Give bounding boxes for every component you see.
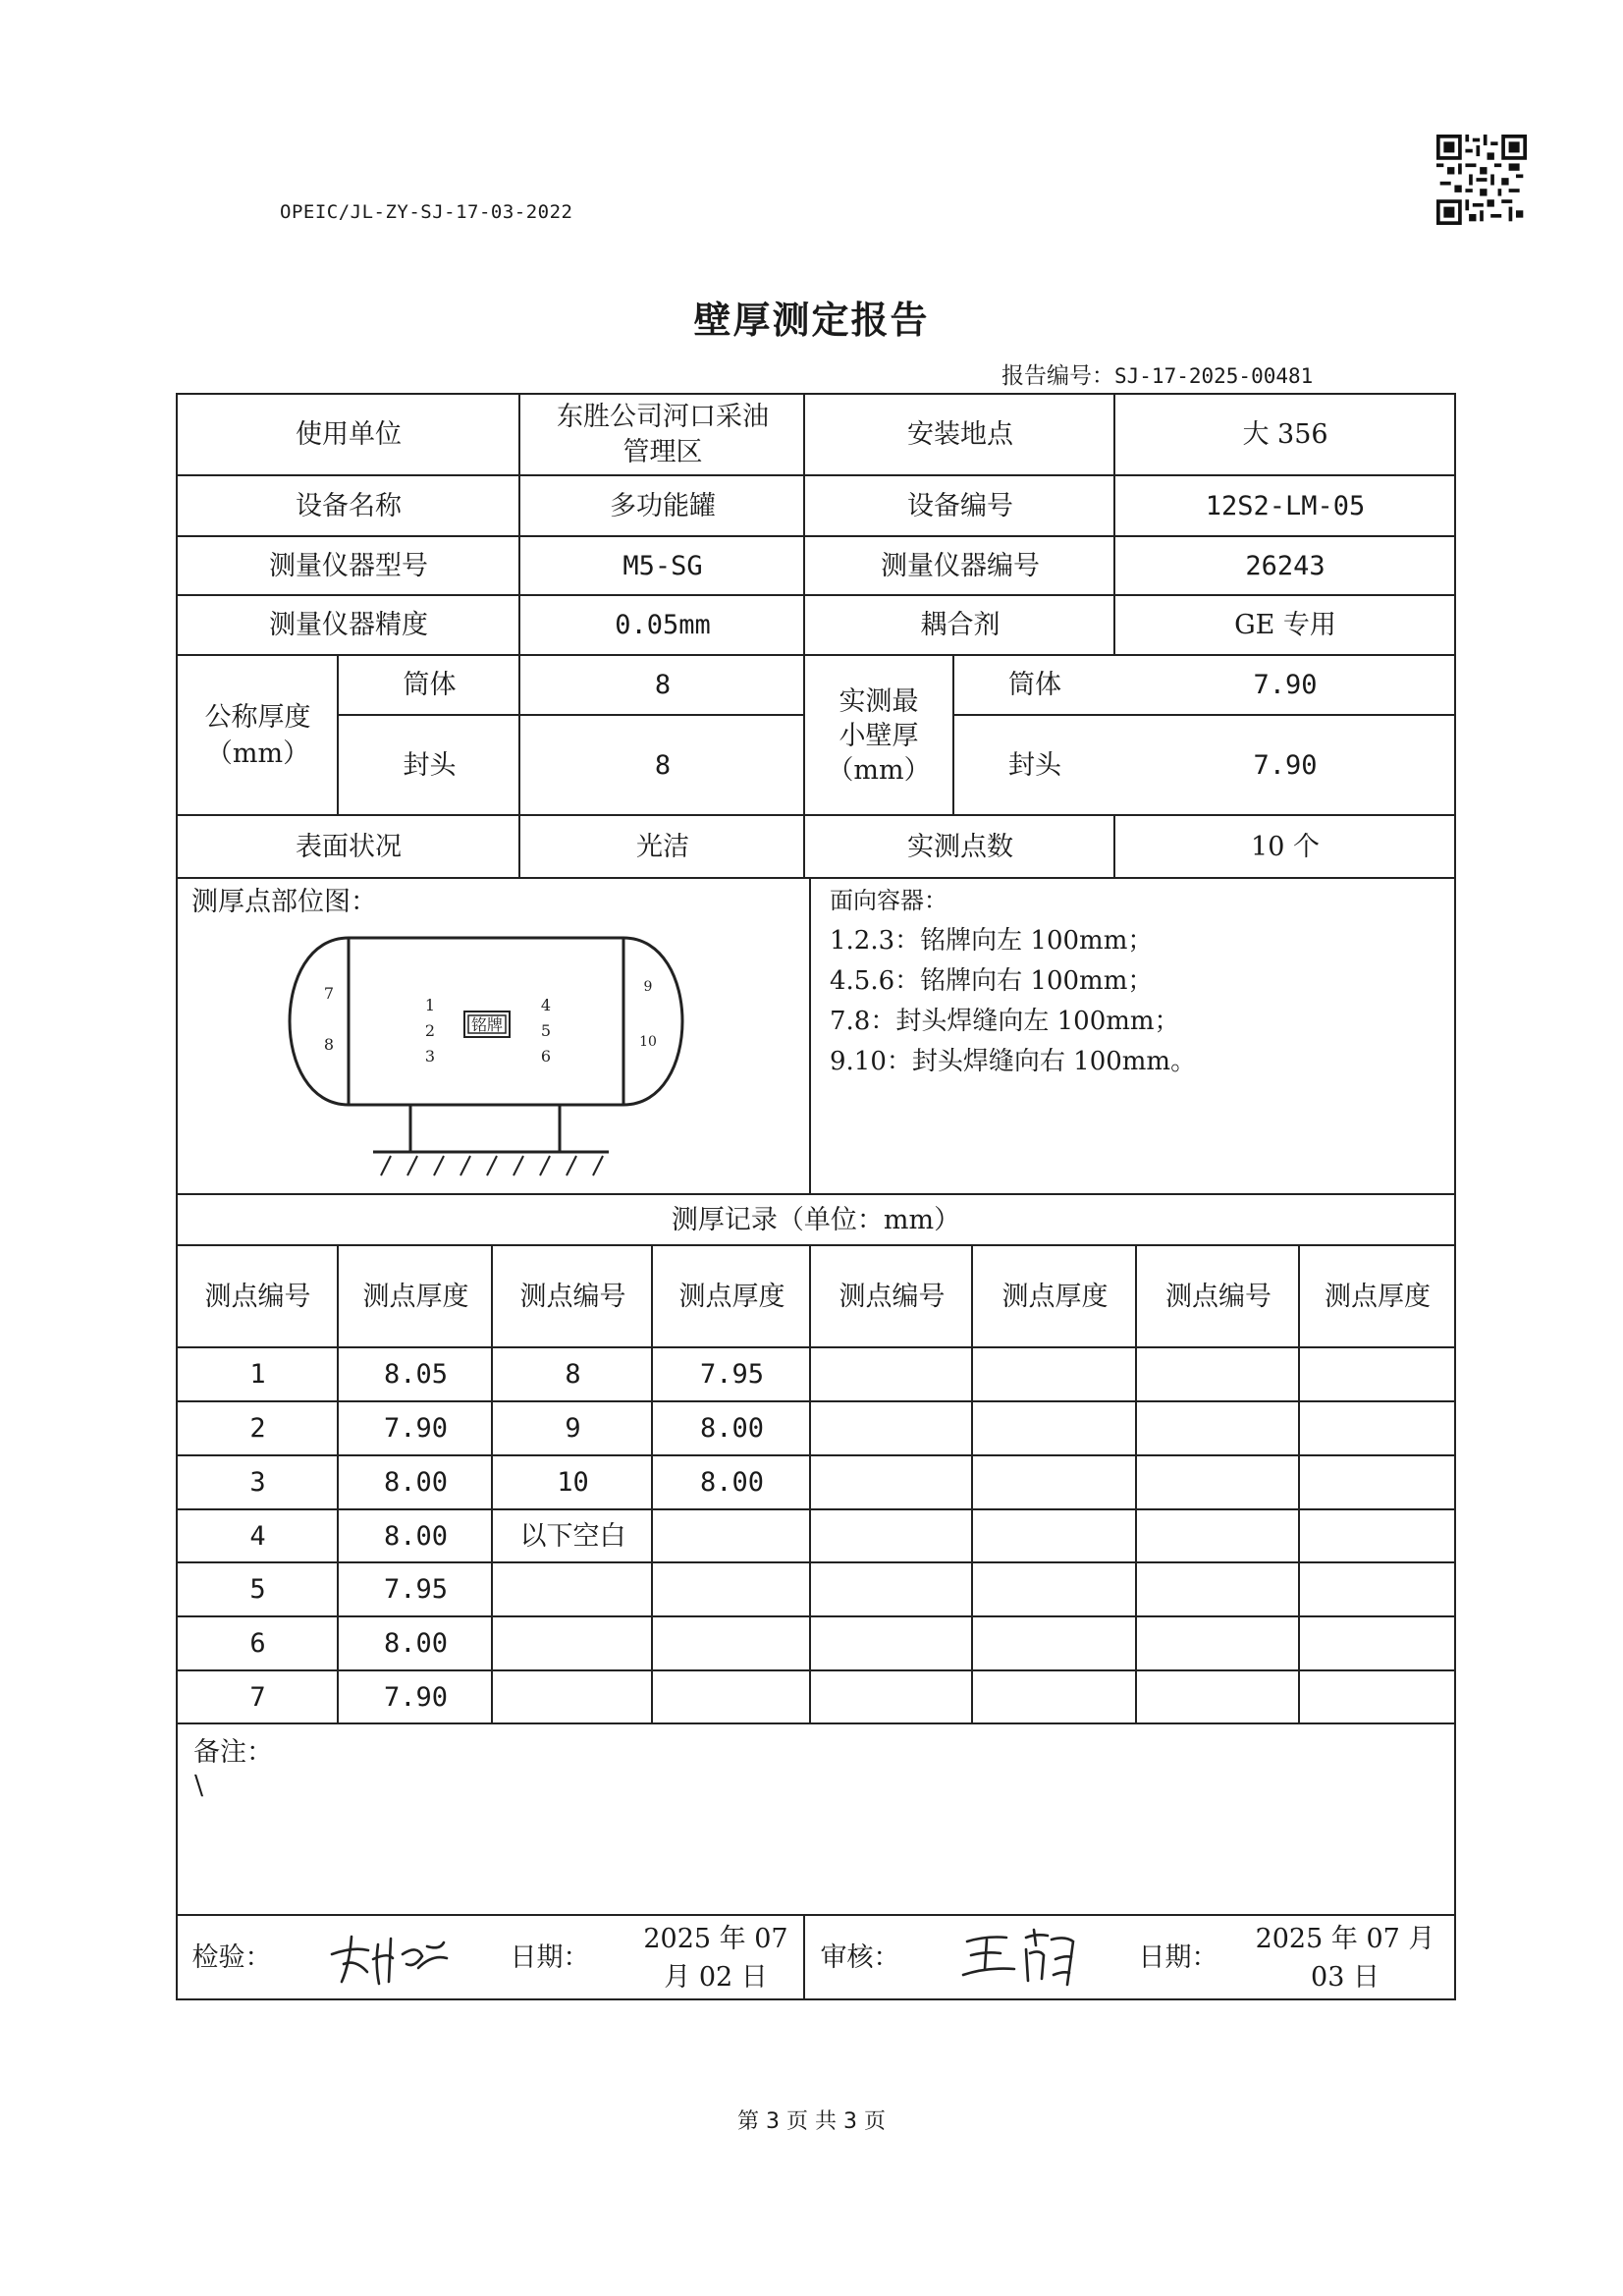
record-cell: 7.90: [383, 1682, 449, 1714]
record-cell: [1301, 1511, 1454, 1563]
nominal-thickness-label-line-2: （mm）: [205, 738, 310, 769]
record-cell: 2: [249, 1413, 266, 1445]
measured-head-label: 封头: [1008, 749, 1061, 781]
record-cell: [974, 1511, 1136, 1563]
measured-min-label-line-1: 实测最: [839, 685, 919, 717]
record-cell: 以下空白: [519, 1521, 626, 1553]
measured-shell-value: 7.90: [1253, 670, 1318, 701]
record-cell: [1301, 1672, 1454, 1724]
inspect-date-line-2: 月 02 日: [664, 1962, 768, 1993]
diagram-label: 测厚点部位图：: [191, 887, 377, 917]
inspector-label: 检验：: [191, 1941, 272, 1973]
review-date-label: 日期：: [1138, 1941, 1218, 1973]
nominal-head-value: 8: [654, 749, 672, 781]
equipment-name-value: 多功能罐: [610, 490, 716, 521]
record-cell: 8.00: [383, 1628, 449, 1660]
record-header-thickness-4: 测点厚度: [1325, 1281, 1431, 1312]
record-cell: [1301, 1403, 1454, 1455]
record-cell: 7.90: [383, 1413, 449, 1445]
report-number: [1001, 357, 1313, 390]
location-value: 大 356: [1242, 418, 1328, 450]
record-cell: [1138, 1349, 1299, 1401]
nominal-head-label: 封头: [403, 749, 457, 781]
couplant-value: GE 专用: [1234, 610, 1336, 641]
record-cell: 8: [565, 1359, 581, 1391]
point-6: 6: [540, 1047, 552, 1066]
record-cell: 7.95: [699, 1359, 765, 1391]
vessel-diagram: [275, 928, 697, 1183]
remarks-label: 备注：: [193, 1737, 273, 1768]
record-cell: [1138, 1403, 1299, 1455]
report-title: 壁厚测定报告: [693, 299, 930, 342]
precision-value: 0.05mm: [615, 610, 711, 641]
record-cell: [1138, 1672, 1299, 1724]
record-cell: [1138, 1618, 1299, 1670]
point-5: 5: [540, 1021, 552, 1040]
record-header-thickness-1: 测点厚度: [362, 1281, 469, 1312]
record-cell: [812, 1564, 972, 1616]
points-count-label: 实测点数: [907, 831, 1013, 862]
record-cell: [974, 1457, 1136, 1509]
record-cell: [654, 1672, 810, 1724]
measured-min-label: [806, 657, 951, 815]
inspect-date-label: 日期：: [510, 1941, 590, 1973]
record-cell: [974, 1349, 1136, 1401]
review-date-line-2: 03 日: [1311, 1962, 1380, 1993]
notes-line-1: 1.2.3：铭牌向左 100mm；: [830, 926, 1154, 956]
record-cell: [1301, 1457, 1454, 1509]
record-cell: [1138, 1457, 1299, 1509]
surface-label: 表面状况: [296, 831, 402, 862]
nameplate-label: 铭牌: [470, 1015, 504, 1034]
instrument-no-value: 26243: [1245, 550, 1325, 581]
inspect-date-value: [628, 1917, 803, 1999]
points-count-value: 10 个: [1251, 831, 1320, 862]
record-header-thickness-2: 测点厚度: [678, 1281, 785, 1312]
reviewer-signature-icon: [957, 1920, 1095, 1998]
record-cell: 8.00: [699, 1467, 765, 1499]
point-10: 10: [639, 1034, 657, 1050]
measured-min-label-line-2: 小壁厚: [839, 720, 919, 751]
record-cell: [812, 1349, 972, 1401]
record-cell: [654, 1618, 810, 1670]
remarks-value: \: [194, 1771, 204, 1801]
record-header-point-2: 测点编号: [519, 1281, 626, 1312]
nominal-shell-label: 筒体: [403, 670, 457, 701]
record-cell: [812, 1511, 972, 1563]
record-cell: [1301, 1564, 1454, 1616]
record-header-point-3: 测点编号: [839, 1281, 946, 1312]
point-8: 8: [323, 1035, 335, 1054]
reviewer-label: 审核：: [820, 1941, 900, 1973]
report-number-label: 报告编号：: [1001, 363, 1114, 389]
record-cell: 9: [565, 1413, 581, 1445]
record-cell: 7: [249, 1682, 266, 1714]
measurement-notes: [830, 881, 1196, 1082]
notes-line-2: 4.5.6：铭牌向右 100mm；: [830, 966, 1154, 996]
record-cell: 5: [249, 1574, 266, 1606]
review-date-value: [1237, 1917, 1453, 1999]
instrument-model-value: M5-SG: [622, 550, 703, 581]
notes-line-4: 9.10：封头焊缝向右 100mm。: [830, 1047, 1197, 1076]
inspector-signature-icon: [324, 1925, 461, 1994]
record-cell: [654, 1564, 810, 1616]
record-cell: 6: [249, 1628, 266, 1660]
point-2: 2: [424, 1021, 436, 1040]
record-cell: [974, 1618, 1136, 1670]
precision-label: 测量仪器精度: [269, 610, 428, 641]
record-cell: [1138, 1564, 1299, 1616]
nominal-shell-value: 8: [654, 670, 672, 701]
record-cell: 7.95: [383, 1574, 449, 1606]
record-cell: [1301, 1349, 1454, 1401]
record-cell: 10: [557, 1467, 589, 1499]
equipment-name-label: 设备名称: [296, 490, 402, 521]
point-3: 3: [424, 1047, 436, 1066]
record-cell: [494, 1618, 652, 1670]
record-cell: [494, 1564, 652, 1616]
page-number: 第 3 页 共 3 页: [737, 2109, 886, 2134]
document-code: OPEIC/JL-ZY-SJ-17-03-2022: [280, 201, 573, 223]
location-label: 安装地点: [907, 418, 1013, 450]
equipment-no-value: 12S2-LM-05: [1205, 490, 1366, 521]
user-unit-line-2: 管理区: [622, 437, 703, 467]
record-cell: [1138, 1511, 1299, 1563]
notes-heading: 面向容器：: [830, 887, 947, 914]
point-9: 9: [643, 979, 653, 995]
measured-shell-label: 筒体: [1008, 670, 1061, 701]
couplant-label: 耦合剂: [920, 610, 1001, 641]
record-cell: [812, 1618, 972, 1670]
review-date-line-1: 2025 年 07 月: [1255, 1923, 1435, 1954]
equipment-no-label: 设备编号: [907, 490, 1013, 521]
record-cell: [974, 1403, 1136, 1455]
measured-head-value: 7.90: [1253, 749, 1318, 781]
record-cell: 4: [249, 1521, 266, 1553]
point-4: 4: [540, 996, 552, 1014]
instrument-no-label: 测量仪器编号: [881, 550, 1040, 581]
record-cell: [812, 1403, 972, 1455]
notes-line-3: 7.8：封头焊缝向左 100mm；: [830, 1007, 1180, 1036]
record-title: 测厚记录（单位：mm）: [671, 1204, 961, 1235]
user-unit-line-1: 东胜公司河口采油: [557, 401, 769, 432]
nominal-thickness-label-line-1: 公称厚度: [204, 702, 311, 734]
record-cell: 8.00: [383, 1467, 449, 1499]
record-header-thickness-3: 测点厚度: [1001, 1281, 1109, 1312]
record-cell: [654, 1511, 810, 1563]
record-cell: 8.05: [383, 1359, 449, 1391]
nominal-thickness-label: [178, 657, 338, 815]
inspect-date-line-1: 2025 年 07: [643, 1923, 788, 1954]
instrument-model-label: 测量仪器型号: [269, 550, 428, 581]
record-cell: 8.00: [383, 1521, 449, 1553]
record-header-point-1: 测点编号: [204, 1281, 311, 1312]
point-7: 7: [323, 984, 335, 1003]
record-cell: [812, 1457, 972, 1509]
record-cell: 1: [249, 1359, 266, 1391]
user-unit-label: 使用单位: [296, 418, 402, 450]
measured-min-label-line-3: （mm）: [827, 755, 931, 787]
record-cell: 8.00: [699, 1413, 765, 1445]
user-unit-value: [521, 395, 804, 475]
record-cell: [974, 1564, 1136, 1616]
report-number-value: SJ-17-2025-00481: [1114, 364, 1314, 388]
surface-value: 光洁: [636, 831, 689, 862]
record-header-point-4: 测点编号: [1165, 1281, 1271, 1312]
record-cell: 3: [249, 1467, 266, 1499]
record-cell: [494, 1672, 652, 1724]
record-cell: [1301, 1618, 1454, 1670]
record-cell: [974, 1672, 1136, 1724]
qr-code-icon: [1436, 135, 1527, 225]
point-1: 1: [424, 996, 436, 1014]
record-cell: [812, 1672, 972, 1724]
